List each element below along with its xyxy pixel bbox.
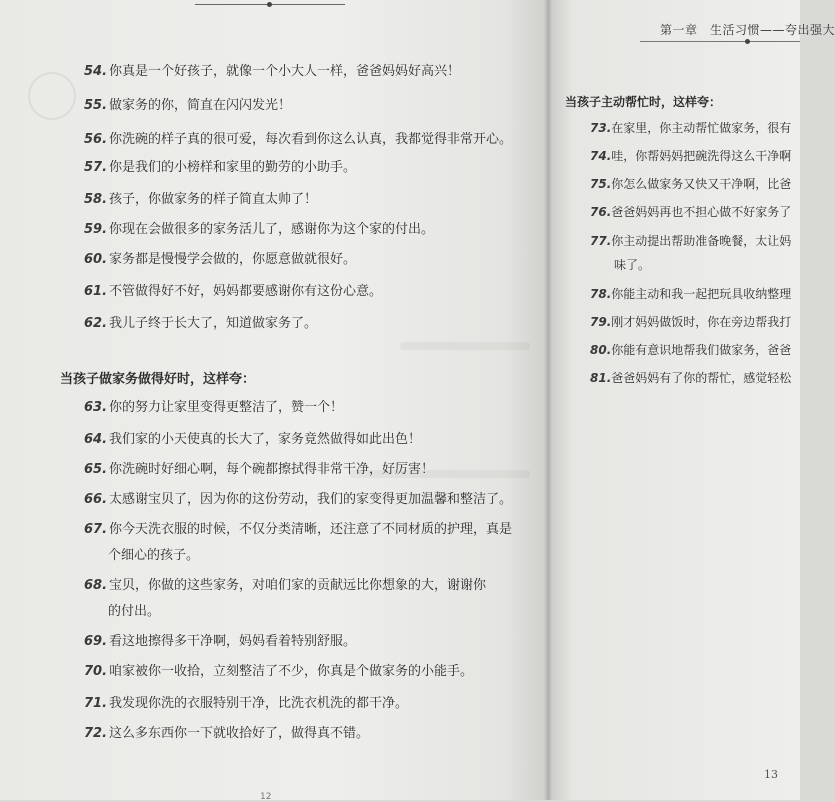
list-item-65: 65. 你洗碗时好细心啊，每个碗都擦拭得非常干净，好厉害！: [84, 462, 435, 477]
list-item-68-continuation: 的付出。: [108, 604, 161, 619]
list-item-70: 70. 咱家被你一收拾，立刻整洁了不少，你真是个做家务的小能手。: [84, 664, 474, 679]
list-item-61: 61. 不管做得好不好，妈妈都要感谢你有这份心意。: [84, 284, 383, 299]
right-page-number: 13: [764, 768, 778, 781]
section-heading-good-work: 当孩子做家务做得好时，这样夸：: [60, 372, 256, 387]
list-item-60: 60. 家务都是慢慢学会做的，你愿意做就很好。: [84, 252, 357, 267]
chapter-header-dot: [745, 39, 750, 44]
list-item-69: 69. 看这地擦得多干净啊，妈妈看着特别舒服。: [84, 634, 357, 649]
list-item-54: 54. 你真是一个好孩子，就像一个小大人一样，爸爸妈妈好高兴！: [84, 64, 461, 79]
list-item-59: 59. 你现在会做很多的家务活儿了，感谢你为这个家的付出。: [84, 222, 435, 237]
list-item-67: 67. 你今天洗衣服的时候，不仅分类清晰，还注意了不同材质的护理，真是: [84, 522, 513, 537]
list-item-74: 74.哇，你帮妈妈把碗洗得这么干净啊: [590, 149, 792, 163]
chapter-header: 第一章 生活习惯——夸出强大: [660, 23, 835, 37]
section-heading-helping: 当孩子主动帮忙时，这样夸：: [565, 95, 722, 109]
list-item-72: 72. 这么多东西你一下就收拾好了，做得真不错。: [84, 726, 370, 741]
list-item-76: 76.爸爸妈妈再也不担心做不好家务了: [590, 205, 792, 219]
top-rule-dot: [267, 2, 272, 7]
list-item-73: 73.在家里，你主动帮忙做家务，很有: [590, 121, 792, 135]
list-item-68: 68. 宝贝，你做的这些家务，对咱们家的贡献远比你想象的大，谢谢你: [84, 578, 487, 593]
list-item-67-continuation: 个细心的孩子。: [108, 548, 200, 563]
list-item-75: 75.你怎么做家务又快又干净啊，比爸: [590, 177, 792, 191]
right-page-content: [548, 0, 835, 800]
list-item-79: 79.刚才妈妈做饭时，你在旁边帮我打: [590, 315, 792, 329]
list-item-78: 78.你能主动和我一起把玩具收纳整理: [590, 287, 792, 301]
list-item-71: 71. 我发现你洗的衣服特别干净，比洗衣机洗的都干净。: [84, 696, 409, 711]
bleed-through-mark: [28, 72, 76, 120]
list-item-64: 64. 我们家的小天使真的长大了，家务竟然做得如此出色！: [84, 432, 422, 447]
list-item-56: 56. 你洗碗的样子真的很可爱，每次看到你这么认真，我都觉得非常开心。: [84, 132, 513, 147]
left-page-number: 12: [260, 792, 272, 802]
list-item-57: 57. 你是我们的小榜样和家里的勤劳的小助手。: [84, 160, 357, 175]
list-item-55: 55. 做家务的你，简直在闪闪发光！: [84, 98, 292, 113]
bleed-through-line: [400, 342, 530, 350]
list-item-81: 81.爸爸妈妈有了你的帮忙，感觉轻松: [590, 371, 792, 385]
list-item-77-continuation: 味了。: [614, 258, 651, 272]
list-item-63: 63. 你的努力让家里变得更整洁了，赞一个！: [84, 400, 344, 415]
chapter-header-rule: [640, 41, 800, 42]
list-item-77: 77.你主动提出帮助准备晚餐，太让妈: [590, 234, 792, 248]
list-item-62: 62. 我儿子终于长大了，知道做家务了。: [84, 316, 318, 331]
list-item-66: 66. 太感谢宝贝了，因为你的这份劳动，我们的家变得更加温馨和整洁了。: [84, 492, 513, 507]
list-item-58: 58. 孩子，你做家务的样子简直太帅了！: [84, 192, 318, 207]
list-item-80: 80.你能有意识地帮我们做家务，爸爸: [590, 343, 792, 357]
